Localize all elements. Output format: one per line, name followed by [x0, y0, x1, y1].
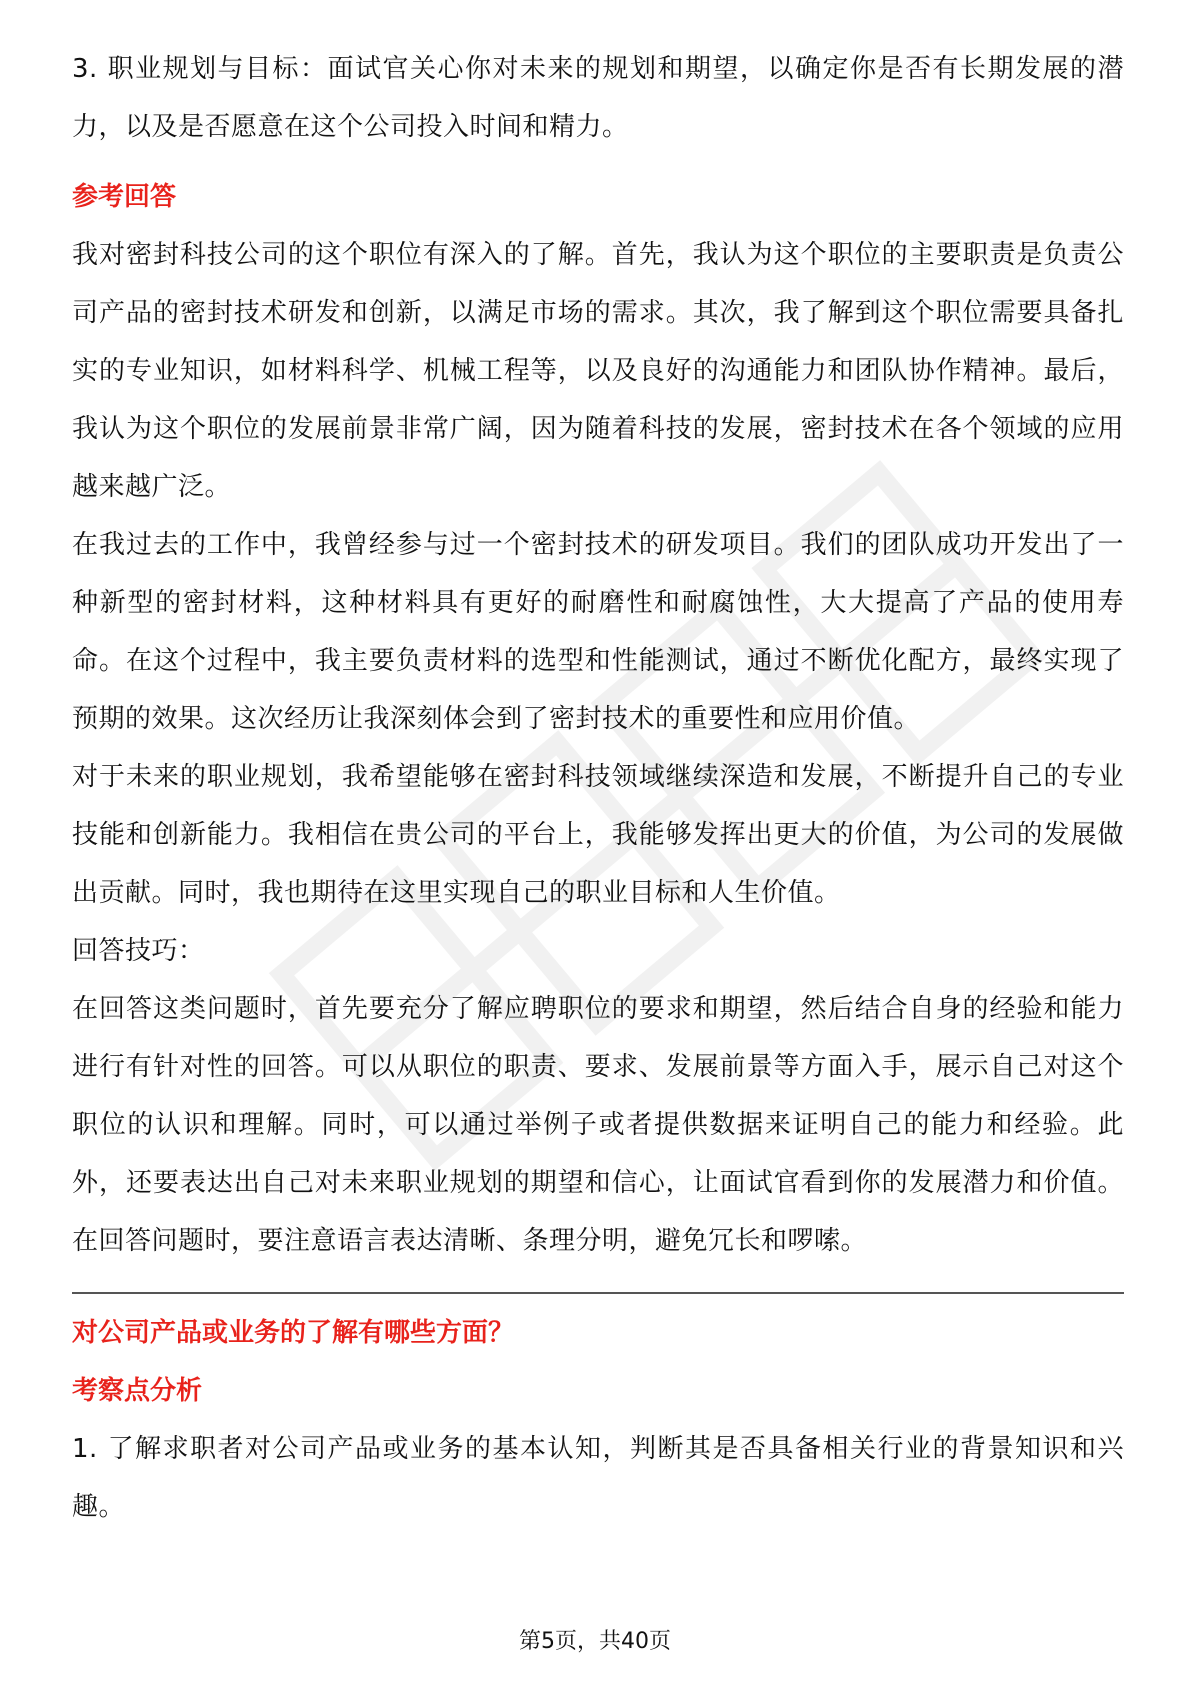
analysis-heading: 考察点分析 — [72, 1376, 203, 1406]
answer-paragraph-2: 在我过去的工作中，我曾经参与过一个密封技术的研发项目。我们的团队成功开发出了一种新型的密封材料，这种材料具有更好的耐磨性和耐腐蚀性，大大提高了产品的使用寿命。在这个过程中，我主要负责材料的选型和性能测试，通过不断优化配方，最终实现了预期的效果。这次经历让我深刻体会到了密封技术的重要性和应用价值。 — [72, 530, 1124, 734]
answer-paragraph-1: 我对密封科技公司的这个职位有深入的了解。首先，我认为这个职位的主要职责是负责公司产品的密封技术研发和创新，以满足市场的需求。其次，我了解到这个职位需要具备扎实的专业知识，如材料科学、机械工程等，以及良好的沟通能力和团队协作精神。最后，我认为这个职位的发展前景非常广阔，因为随着科技的发展，密封技术在各个领域的应用越来越广泛。 — [72, 240, 1124, 502]
answer-tips-body: 在回答这类问题时，首先要充分了解应聘职位的要求和期望，然后结合自身的经验和能力进行有针对性的回答。可以从职位的职责、要求、发展前景等方面入手，展示自己对这个职位的认识和理解。同时，可以通过举例子或者提供数据来证明自己的能力和经验。此外，还要表达出自己对未来职业规划的期望和信心，让面试官看到你的发展潜力和价值。在回答问题时，要注意语言表达清晰、条理分明，避免冗长和啰嗦。 — [72, 994, 1124, 1256]
document-page — [72, 40, 1124, 1536]
answer-paragraph-3: 对于未来的职业规划，我希望能够在密封科技领域继续深造和发展，不断提升自己的专业技能和创新能力。我相信在贵公司的平台上，我能够发挥出更大的价值，为公司的发展做出贡献。同时，我也期待在这里实现自己的职业目标和人生价值。 — [72, 762, 1124, 908]
reference-answer-heading: 参考回答 — [72, 182, 177, 212]
page-number-footer: 第5页，共40页 — [519, 1629, 671, 1654]
question-title: 对公司产品或业务的了解有哪些方面？ — [72, 1318, 515, 1348]
section-divider — [72, 1292, 1124, 1294]
answer-tips-label: 回答技巧： — [72, 936, 205, 966]
analysis-point-1: 1. 了解求职者对公司产品或业务的基本认知，判断其是否具备相关行业的背景知识和兴趣。 — [72, 1434, 1124, 1522]
analysis-point-3: 3. 职业规划与目标：面试官关心你对未来的规划和期望，以确定你是否有长期发展的潜力，以及是否愿意在这个公司投入时间和精力。 — [72, 54, 1124, 142]
